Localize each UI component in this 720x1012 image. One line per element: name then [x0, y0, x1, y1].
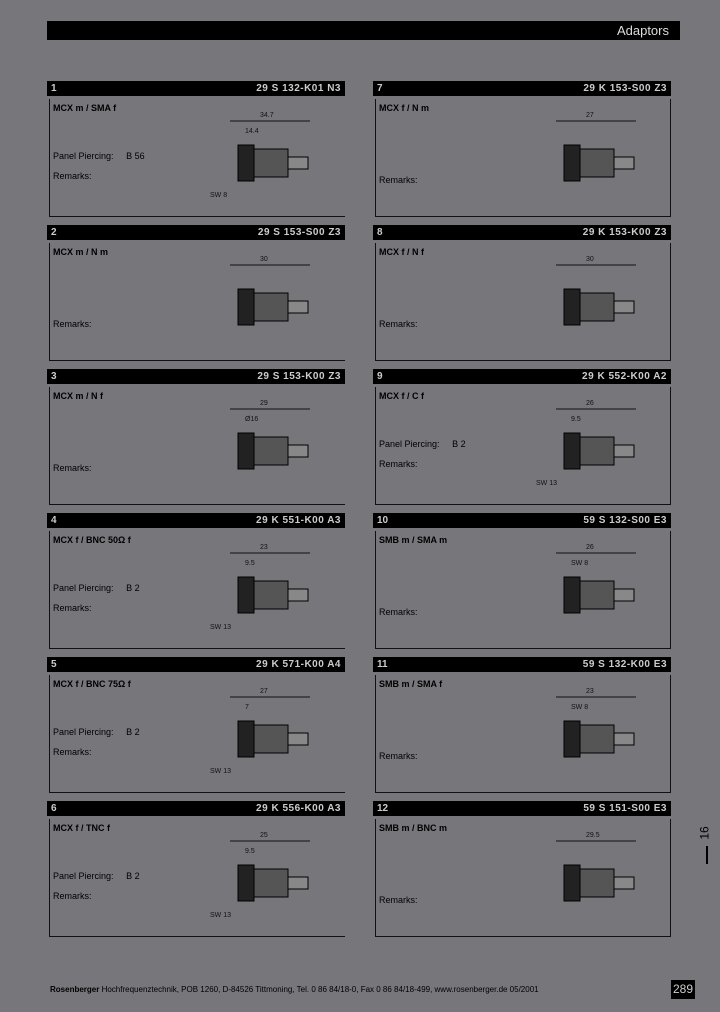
- item-number: 9: [377, 371, 383, 382]
- item-number: 5: [51, 659, 57, 670]
- dimension-label: 23: [586, 688, 594, 695]
- card-body: [375, 675, 671, 793]
- part-number: 29 K 571-K00 A4: [256, 659, 341, 670]
- dimension-label: 9.5: [571, 416, 581, 423]
- adaptor-type: SMB m / SMA m: [379, 535, 448, 545]
- adaptor-type: MCX m / SMA f: [53, 103, 117, 113]
- part-number: 29 S 153-K00 Z3: [257, 371, 341, 382]
- dimension-label: SW 8: [210, 192, 228, 199]
- dimension-label: SW 13: [210, 768, 232, 775]
- adaptor-type: MCX f / BNC 75Ω f: [53, 679, 131, 689]
- remarks-label: Remarks:: [379, 751, 418, 761]
- section-header-bar: [47, 21, 680, 40]
- adaptor-type: MCX f / TNC f: [53, 823, 110, 833]
- card-header: [47, 369, 345, 384]
- item-number: 4: [51, 515, 57, 526]
- adaptor-card: [47, 225, 345, 361]
- panel-piercing-label: Panel Piercing:: [53, 151, 114, 161]
- item-number: 10: [377, 515, 389, 526]
- panel-piercing: [53, 871, 140, 881]
- part-number: 29 S 132-K01 N3: [256, 83, 341, 94]
- adaptor-card: [373, 225, 671, 361]
- dimension-label: 27: [586, 112, 594, 119]
- dimension-label: 7: [245, 704, 249, 711]
- dimension-label: SW 8: [571, 704, 589, 711]
- card-header: [47, 81, 345, 96]
- item-number: 1: [51, 83, 57, 94]
- connector-drawing: [200, 105, 340, 205]
- remarks-label: Remarks:: [379, 459, 418, 469]
- card-body: [375, 387, 671, 505]
- card-body: [49, 243, 345, 361]
- connector-drawing: [526, 249, 666, 349]
- adaptor-type: MCX f / BNC 50Ω f: [53, 535, 131, 545]
- page-number: 289: [671, 980, 695, 999]
- card-header: [47, 513, 345, 528]
- card-body: [49, 531, 345, 649]
- card-header: [373, 81, 671, 96]
- adaptor-type: SMB m / SMA f: [379, 679, 443, 689]
- footer-brand: Rosenberger: [50, 985, 100, 994]
- adaptor-card: [373, 657, 671, 793]
- card-body: [49, 387, 345, 505]
- card-body: [375, 531, 671, 649]
- section-tab-marker: [706, 846, 708, 864]
- dimension-label: SW 13: [210, 624, 232, 631]
- connector-drawing: [200, 537, 340, 637]
- footer: [50, 985, 539, 994]
- panel-piercing: [53, 151, 145, 161]
- card-header: [47, 801, 345, 816]
- dimension-label: 30: [586, 256, 594, 263]
- dimension-label: 9.5: [245, 848, 255, 855]
- part-number: 29 K 551-K00 A3: [256, 515, 341, 526]
- adaptor-card: [47, 369, 345, 505]
- dimension-label: 27: [260, 688, 268, 695]
- adaptor-card: [373, 801, 671, 937]
- panel-piercing: [53, 583, 140, 593]
- adaptor-card: [47, 657, 345, 793]
- item-number: 12: [377, 803, 389, 814]
- adaptor-card: [47, 513, 345, 649]
- card-body: [375, 99, 671, 217]
- card-body: [49, 819, 345, 937]
- panel-piercing-label: Panel Piercing:: [53, 583, 114, 593]
- section-tab: 16: [697, 826, 712, 840]
- dimension-label: 29.5: [586, 832, 600, 839]
- panel-piercing-value: B 56: [126, 151, 145, 161]
- item-number: 2: [51, 227, 57, 238]
- panel-piercing-value: B 2: [126, 871, 140, 881]
- remarks-label: Remarks:: [53, 891, 92, 901]
- part-number: 59 S 132-S00 E3: [583, 515, 667, 526]
- card-header: [373, 657, 671, 672]
- remarks-label: Remarks:: [53, 463, 92, 473]
- connector-drawing: [200, 825, 340, 925]
- section-title: Adaptors: [616, 23, 669, 38]
- connector-drawing: [200, 249, 340, 349]
- adaptor-card: [47, 81, 345, 217]
- adaptor-type: MCX m / N f: [53, 391, 104, 401]
- panel-piercing-label: Panel Piercing:: [53, 727, 114, 737]
- adaptor-type: MCX f / N f: [379, 247, 424, 257]
- adaptor-type: MCX m / N m: [53, 247, 109, 257]
- connector-drawing: [526, 393, 666, 493]
- remarks-label: Remarks:: [53, 319, 92, 329]
- dimension-label: SW 13: [536, 480, 558, 487]
- adaptor-type: MCX f / N m: [379, 103, 430, 113]
- part-number: 29 S 153-S00 Z3: [257, 227, 341, 238]
- adaptor-type: MCX f / C f: [379, 391, 424, 401]
- footer-address: Hochfrequenztechnik, POB 1260, D-84526 Tittmoning, Tel. 0 86 84/18-0, Fax 0 86 84/18-499, www.rosenberger.de 05/2001: [99, 985, 539, 994]
- card-body: [375, 243, 671, 361]
- card-header: [373, 369, 671, 384]
- dimension-label: 25: [260, 832, 268, 839]
- item-number: 7: [377, 83, 383, 94]
- panel-piercing-value: B 2: [452, 439, 466, 449]
- card-header: [373, 225, 671, 240]
- adaptor-card: [373, 81, 671, 217]
- dimension-label: SW 13: [210, 912, 232, 919]
- remarks-label: Remarks:: [53, 603, 92, 613]
- part-number: 59 S 132-K00 E3: [582, 659, 667, 670]
- remarks-label: Remarks:: [379, 607, 418, 617]
- remarks-label: Remarks:: [379, 319, 418, 329]
- remarks-label: Remarks:: [379, 895, 418, 905]
- card-header: [47, 225, 345, 240]
- dimension-label: 30: [260, 256, 268, 263]
- adaptor-type: SMB m / BNC m: [379, 823, 448, 833]
- remarks-label: Remarks:: [53, 747, 92, 757]
- card-header: [47, 657, 345, 672]
- card-body: [49, 99, 345, 217]
- panel-piercing-label: Panel Piercing:: [53, 871, 114, 881]
- dimension-label: 26: [586, 544, 594, 551]
- panel-piercing-label: Panel Piercing:: [379, 439, 440, 449]
- dimension-label: 23: [260, 544, 268, 551]
- dimension-label: 34.7: [260, 112, 274, 119]
- card-header: [373, 801, 671, 816]
- connector-drawing: [526, 537, 666, 637]
- panel-piercing-value: B 2: [126, 583, 140, 593]
- dimension-label: Ø16: [245, 416, 259, 423]
- card-header: [373, 513, 671, 528]
- adaptor-card: [373, 369, 671, 505]
- remarks-label: Remarks:: [53, 171, 92, 181]
- item-number: 8: [377, 227, 383, 238]
- part-number: 59 S 151-S00 E3: [583, 803, 667, 814]
- part-number: 29 K 552-K00 A2: [582, 371, 667, 382]
- panel-piercing: [53, 727, 140, 737]
- part-number: 29 K 153-S00 Z3: [583, 83, 667, 94]
- item-number: 11: [377, 659, 388, 670]
- dimension-label: 9.5: [245, 560, 255, 567]
- connector-drawing: [526, 681, 666, 781]
- connector-drawing: [200, 681, 340, 781]
- adaptor-card: [373, 513, 671, 649]
- dimension-label: 29: [260, 400, 268, 407]
- part-number: 29 K 556-K00 A3: [256, 803, 341, 814]
- card-body: [375, 819, 671, 937]
- dimension-label: 26: [586, 400, 594, 407]
- part-number: 29 K 153-K00 Z3: [582, 227, 667, 238]
- card-body: [49, 675, 345, 793]
- item-number: 3: [51, 371, 57, 382]
- item-number: 6: [51, 803, 57, 814]
- panel-piercing-value: B 2: [126, 727, 140, 737]
- dimension-label: 14.4: [245, 128, 259, 135]
- adaptor-card: [47, 801, 345, 937]
- dimension-label: SW 8: [571, 560, 589, 567]
- connector-drawing: [526, 105, 666, 205]
- connector-drawing: [200, 393, 340, 493]
- panel-piercing: [379, 439, 466, 449]
- remarks-label: Remarks:: [379, 175, 418, 185]
- connector-drawing: [526, 825, 666, 925]
